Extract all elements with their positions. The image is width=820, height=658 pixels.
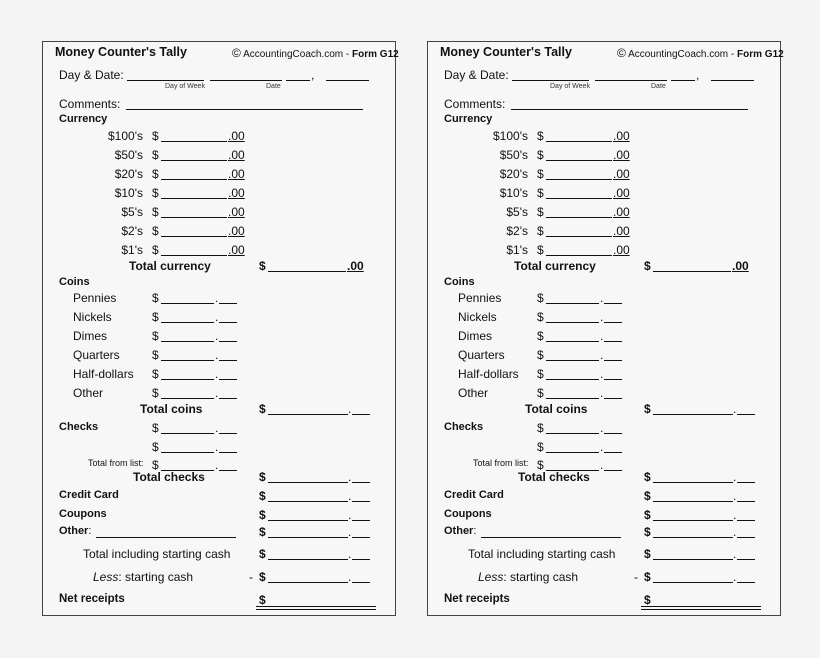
currency-row-label: $50's [114, 148, 143, 162]
check-row-cents-field[interactable] [219, 433, 237, 434]
copyright-sep: - [728, 49, 738, 60]
coupons-label: Coupons [59, 508, 107, 520]
currency-row-field[interactable] [161, 198, 227, 199]
total-currency-field[interactable] [268, 271, 346, 272]
check-row-point: . [600, 458, 604, 472]
coin-row-label: Quarters [458, 348, 505, 362]
date-year-field[interactable] [711, 80, 754, 81]
currency-row-cents: .00 [228, 205, 245, 219]
currency-row-dollar: $ [152, 186, 159, 200]
copyright-site: AccountingCoach.com [628, 49, 729, 60]
total-incl-point: . [733, 547, 737, 561]
check-row-cents-field[interactable] [219, 452, 237, 453]
currency-row-cents: .00 [613, 167, 630, 181]
coin-row-cents-field[interactable] [219, 379, 237, 380]
currency-row-dollar: $ [152, 243, 159, 257]
tally-form-left [42, 41, 399, 616]
coin-row-cents-field[interactable] [219, 341, 237, 342]
check-row-dollar: $ [152, 458, 159, 472]
total-incl-cents-field[interactable] [352, 559, 370, 560]
currency-row-dollar: $ [152, 224, 159, 238]
coin-row-label: Dimes [458, 329, 493, 343]
check-row-field[interactable] [546, 452, 599, 453]
total-checks-field[interactable] [653, 482, 733, 483]
currency-heading: Currency [59, 113, 108, 125]
form-title: Money Counter's Tally [440, 45, 572, 59]
coin-row-dollars-field[interactable] [161, 360, 214, 361]
currency-row-field[interactable] [546, 198, 612, 199]
check-row-dollar: $ [537, 421, 544, 435]
coins-heading: Coins [59, 276, 90, 288]
currency-heading: Currency [444, 113, 493, 125]
coin-row-dollar: $ [537, 310, 544, 324]
currency-row-dollar: $ [152, 129, 159, 143]
coin-row-dollars-field[interactable] [161, 303, 214, 304]
total-checks-dollar: $ [644, 470, 651, 484]
total-checks-label: Total checks [133, 470, 205, 484]
currency-row-field[interactable] [546, 217, 612, 218]
less-starting-cash-field[interactable] [268, 582, 348, 583]
check-row-dollar: $ [152, 440, 159, 454]
credit-card-label: Credit Card [444, 489, 504, 501]
coin-row-dollars-field[interactable] [161, 322, 214, 323]
less-word: Less [93, 570, 119, 584]
currency-row-dollar: $ [152, 167, 159, 181]
credit-card-cents-field[interactable] [352, 501, 370, 502]
net-receipts-double-line [641, 609, 761, 610]
check-row-field[interactable] [161, 433, 214, 434]
coin-row-point: . [215, 348, 219, 362]
coin-row-point: . [600, 367, 604, 381]
total-coins-field[interactable] [653, 414, 733, 415]
total-checks-field[interactable] [268, 482, 348, 483]
coin-row-dollar: $ [152, 367, 159, 381]
total-coins-label: Total coins [140, 402, 203, 416]
coin-row-dollar: $ [152, 329, 159, 343]
less-word: Less [478, 570, 504, 584]
total-incl-field[interactable] [653, 559, 733, 560]
total-coins-cents-field[interactable] [352, 414, 370, 415]
currency-row-cents: .00 [228, 243, 245, 257]
other-label: Other [59, 525, 89, 537]
day-of-week-field[interactable] [512, 80, 589, 81]
date-comma: , [696, 68, 700, 82]
coin-row-point: . [600, 329, 604, 343]
coin-row-label: Nickels [458, 310, 497, 324]
other-dollar: $ [644, 525, 651, 539]
copyright-notice [617, 46, 784, 60]
check-row-cents-field[interactable] [219, 470, 237, 471]
coin-row-cents-field[interactable] [219, 303, 237, 304]
coupons-label: Coupons [444, 508, 492, 520]
total-currency-cents: .00 [732, 259, 749, 273]
check-row-field[interactable] [546, 433, 599, 434]
coin-row-point: . [215, 367, 219, 381]
currency-row-label: $1's [506, 243, 528, 257]
less-label [93, 570, 193, 584]
day-of-week-caption: Day of Week [550, 83, 590, 90]
other-description-field[interactable] [481, 537, 621, 538]
copyright-symbol: © [617, 46, 626, 60]
form-title: Money Counter's Tally [55, 45, 187, 59]
credit-card-point: . [348, 489, 352, 503]
day-date-label: Day & Date: [59, 68, 124, 82]
currency-row-field[interactable] [546, 236, 612, 237]
coin-row-cents-field[interactable] [219, 322, 237, 323]
date-month-field[interactable] [210, 80, 282, 81]
coin-row-cents-field[interactable] [604, 341, 622, 342]
currency-row-cents: .00 [613, 205, 630, 219]
currency-row-cents: .00 [613, 129, 630, 143]
less-starting-cash-cents-field[interactable] [352, 582, 370, 583]
coin-row-label: Nickels [73, 310, 112, 324]
day-of-week-field[interactable] [127, 80, 204, 81]
currency-row-cents: .00 [613, 186, 630, 200]
comments-label: Comments: [59, 97, 121, 111]
total-currency-field[interactable] [653, 271, 731, 272]
coin-row-label: Other [73, 386, 104, 400]
other-point: . [733, 525, 737, 539]
coupons-point: . [733, 508, 737, 522]
total-currency-dollar: $ [644, 259, 651, 273]
other-label-wrap [444, 525, 476, 537]
coin-row-point: . [215, 386, 219, 400]
coin-row-dollar: $ [152, 348, 159, 362]
date-day-field[interactable] [286, 80, 310, 81]
coin-row-dollars-field[interactable] [546, 303, 599, 304]
check-row-dollar: $ [537, 440, 544, 454]
coupons-cents-field[interactable] [352, 520, 370, 521]
coin-row-point: . [215, 291, 219, 305]
coin-row-label: Other [458, 386, 489, 400]
total-coins-dollar: $ [259, 402, 266, 416]
coin-row-dollar: $ [537, 291, 544, 305]
credit-card-field[interactable] [653, 501, 733, 502]
coin-row-point: . [600, 386, 604, 400]
total-currency-cents: .00 [347, 259, 364, 273]
coupons-field[interactable] [268, 520, 348, 521]
coupons-dollar: $ [259, 508, 266, 522]
currency-row-label: $20's [114, 167, 143, 181]
date-comma: , [311, 68, 315, 82]
total-incl-label: Total including starting cash [83, 547, 231, 561]
coupons-dollar: $ [644, 508, 651, 522]
currency-row-field[interactable] [161, 160, 227, 161]
total-coins-dollar: $ [644, 402, 651, 416]
coin-row-point: . [600, 291, 604, 305]
coin-row-cents-field[interactable] [604, 360, 622, 361]
total-incl-label: Total including starting cash [468, 547, 616, 561]
credit-card-dollar: $ [644, 489, 651, 503]
credit-card-dollar: $ [259, 489, 266, 503]
check-row-point: . [600, 440, 604, 454]
currency-row-label: $2's [506, 224, 528, 238]
form-id: Form G12 [352, 49, 399, 60]
coin-row-cents-field[interactable] [219, 398, 237, 399]
total-coins-field[interactable] [268, 414, 348, 415]
other-dollar: $ [259, 525, 266, 539]
currency-row-label: $10's [499, 186, 528, 200]
currency-row-cents: .00 [228, 224, 245, 238]
total-coins-cents-field[interactable] [737, 414, 755, 415]
coin-row-point: . [215, 329, 219, 343]
less-rest: : starting cash [503, 570, 579, 584]
coupons-field[interactable] [653, 520, 733, 521]
total-incl-field[interactable] [268, 559, 348, 560]
net-receipts-field[interactable] [256, 606, 376, 607]
total-checks-cents-field[interactable] [737, 482, 755, 483]
coin-row-dollars-field[interactable] [161, 341, 214, 342]
coin-row-dollar: $ [152, 386, 159, 400]
comments-field[interactable] [511, 109, 748, 110]
coin-row-label: Pennies [458, 291, 502, 305]
other-label-wrap [59, 525, 91, 537]
date-year-field[interactable] [326, 80, 369, 81]
currency-row-dollar: $ [152, 148, 159, 162]
other-description-field[interactable] [96, 537, 236, 538]
currency-row-dollar: $ [537, 148, 544, 162]
currency-row-label: $100's [493, 129, 528, 143]
total-checks-point: . [733, 470, 737, 484]
date-month-field[interactable] [595, 80, 667, 81]
currency-row-field[interactable] [546, 255, 612, 256]
currency-row-field[interactable] [161, 217, 227, 218]
date-caption: Date [651, 83, 666, 90]
currency-row-cents: .00 [228, 129, 245, 143]
less-starting-cash-point: . [348, 570, 352, 584]
less-starting-cash-point: . [733, 570, 737, 584]
other-field[interactable] [268, 537, 348, 538]
coin-row-cents-field[interactable] [604, 398, 622, 399]
coin-row-dollar: $ [537, 329, 544, 343]
tally-form-right [427, 41, 784, 616]
coin-row-dollar: $ [537, 367, 544, 381]
coins-heading: Coins [444, 276, 475, 288]
other-cents-field[interactable] [352, 537, 370, 538]
minus-sign: - [634, 570, 638, 584]
other-colon: : [88, 525, 92, 537]
less-starting-cash-field[interactable] [653, 582, 733, 583]
other-field[interactable] [653, 537, 733, 538]
coin-row-point: . [215, 310, 219, 324]
currency-row-dollar: $ [537, 243, 544, 257]
coin-row-dollar: $ [537, 386, 544, 400]
coin-row-cents-field[interactable] [604, 322, 622, 323]
coin-row-label: Quarters [73, 348, 120, 362]
form-id: Form G12 [737, 49, 784, 60]
net-receipts-label: Net receipts [59, 593, 125, 605]
coin-row-label: Dimes [73, 329, 108, 343]
coin-row-point: . [600, 310, 604, 324]
coin-row-dollars-field[interactable] [161, 379, 214, 380]
check-row-cents-field[interactable] [604, 433, 622, 434]
coin-row-label: Half-dollars [458, 367, 519, 381]
credit-card-field[interactable] [268, 501, 348, 502]
coupons-point: . [348, 508, 352, 522]
check-row-cents-field[interactable] [604, 452, 622, 453]
currency-row-dollar: $ [537, 129, 544, 143]
currency-row-label: $20's [499, 167, 528, 181]
day-of-week-caption: Day of Week [165, 83, 205, 90]
date-day-field[interactable] [671, 80, 695, 81]
currency-row-label: $5's [121, 205, 143, 219]
currency-row-cents: .00 [613, 224, 630, 238]
less-label [478, 570, 578, 584]
net-receipts-double-line [256, 609, 376, 610]
total-checks-cents-field[interactable] [352, 482, 370, 483]
currency-row-dollar: $ [537, 224, 544, 238]
total-from-list-label: Total from list: [88, 458, 144, 468]
total-currency-label: Total currency [514, 259, 596, 273]
credit-card-point: . [733, 489, 737, 503]
currency-row-field[interactable] [546, 160, 612, 161]
net-receipts-dollar: $ [644, 593, 651, 607]
check-row-point: . [215, 440, 219, 454]
coin-row-cents-field[interactable] [604, 379, 622, 380]
coin-row-dollars-field[interactable] [546, 341, 599, 342]
total-incl-point: . [348, 547, 352, 561]
currency-row-label: $2's [121, 224, 143, 238]
other-label: Other [444, 525, 474, 537]
net-receipts-field[interactable] [641, 606, 761, 607]
coin-row-dollars-field[interactable] [546, 360, 599, 361]
total-checks-dollar: $ [259, 470, 266, 484]
total-checks-point: . [348, 470, 352, 484]
date-caption: Date [266, 83, 281, 90]
net-receipts-label: Net receipts [444, 593, 510, 605]
other-colon: : [473, 525, 477, 537]
coupons-cents-field[interactable] [737, 520, 755, 521]
total-checks-label: Total checks [518, 470, 590, 484]
comments-label: Comments: [444, 97, 506, 111]
check-row-dollar: $ [537, 458, 544, 472]
total-currency-dollar: $ [259, 259, 266, 273]
currency-row-label: $100's [108, 129, 143, 143]
minus-sign: - [249, 570, 253, 584]
coin-row-dollars-field[interactable] [161, 398, 214, 399]
coin-row-dollar: $ [537, 348, 544, 362]
copyright-sep: - [343, 49, 353, 60]
coin-row-dollar: $ [152, 291, 159, 305]
currency-row-field[interactable] [161, 141, 227, 142]
total-coins-label: Total coins [525, 402, 588, 416]
other-point: . [348, 525, 352, 539]
less-rest: : starting cash [118, 570, 194, 584]
total-from-list-label: Total from list: [473, 458, 529, 468]
coin-row-cents-field[interactable] [604, 303, 622, 304]
currency-row-dollar: $ [537, 205, 544, 219]
coin-row-dollars-field[interactable] [546, 398, 599, 399]
currency-row-cents: .00 [613, 243, 630, 257]
currency-row-cents: .00 [228, 148, 245, 162]
currency-row-dollar: $ [152, 205, 159, 219]
credit-card-label: Credit Card [59, 489, 119, 501]
check-row-point: . [215, 458, 219, 472]
check-row-field[interactable] [161, 452, 214, 453]
currency-row-label: $50's [499, 148, 528, 162]
currency-row-field[interactable] [161, 236, 227, 237]
check-row-point: . [600, 421, 604, 435]
day-date-label: Day & Date: [444, 68, 509, 82]
coin-row-dollars-field[interactable] [546, 379, 599, 380]
checks-heading: Checks [444, 421, 484, 433]
coin-row-point: . [600, 348, 604, 362]
check-row-point: . [215, 421, 219, 435]
total-incl-dollar: $ [259, 547, 266, 561]
net-receipts-dollar: $ [259, 593, 266, 607]
credit-card-cents-field[interactable] [737, 501, 755, 502]
total-coins-point: . [348, 402, 352, 416]
coin-row-label: Half-dollars [73, 367, 134, 381]
currency-row-field[interactable] [161, 255, 227, 256]
coin-row-cents-field[interactable] [219, 360, 237, 361]
currency-row-label: $5's [506, 205, 528, 219]
total-incl-dollar: $ [644, 547, 651, 561]
comments-field[interactable] [126, 109, 363, 110]
currency-row-cents: .00 [228, 167, 245, 181]
total-incl-cents-field[interactable] [737, 559, 755, 560]
currency-row-cents: .00 [613, 148, 630, 162]
currency-row-label: $1's [121, 243, 143, 257]
less-starting-cash-dollar: $ [259, 570, 266, 584]
total-currency-label: Total currency [129, 259, 211, 273]
checks-heading: Checks [59, 421, 99, 433]
currency-row-dollar: $ [537, 186, 544, 200]
currency-row-field[interactable] [161, 179, 227, 180]
total-coins-point: . [733, 402, 737, 416]
less-starting-cash-cents-field[interactable] [737, 582, 755, 583]
currency-row-cents: .00 [228, 186, 245, 200]
copyright-site: AccountingCoach.com [243, 49, 344, 60]
check-row-dollar: $ [152, 421, 159, 435]
currency-row-dollar: $ [537, 167, 544, 181]
copyright-symbol: © [232, 46, 241, 60]
coin-row-label: Pennies [73, 291, 117, 305]
copyright-notice [232, 46, 399, 60]
coin-row-dollars-field[interactable] [546, 322, 599, 323]
other-cents-field[interactable] [737, 537, 755, 538]
coin-row-dollar: $ [152, 310, 159, 324]
currency-row-field[interactable] [546, 141, 612, 142]
less-starting-cash-dollar: $ [644, 570, 651, 584]
check-row-cents-field[interactable] [604, 470, 622, 471]
currency-row-label: $10's [114, 186, 143, 200]
currency-row-field[interactable] [546, 179, 612, 180]
